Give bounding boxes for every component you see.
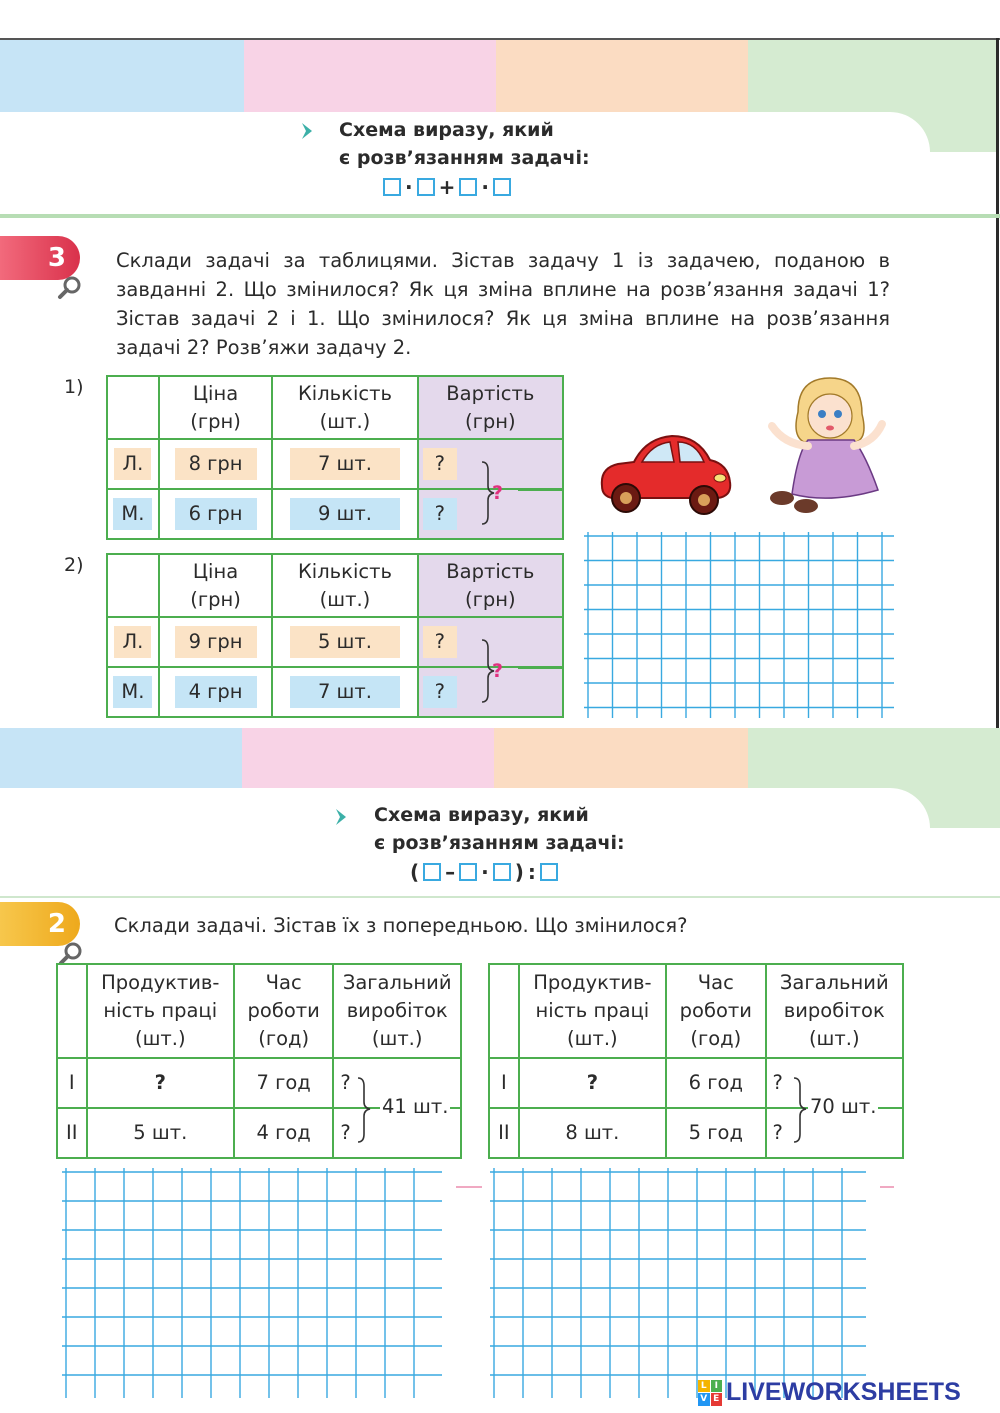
formula-operator: : (527, 860, 536, 884)
header-price (159, 554, 272, 617)
header-text: Вартість (446, 381, 535, 405)
formula-box[interactable] (383, 178, 401, 196)
table-label: 2) (64, 554, 84, 576)
header-text: (шт.) (371, 1027, 423, 1050)
liveworksheets-logo-icon (698, 1380, 722, 1406)
table-corner-cell (107, 554, 159, 617)
scheme-formula (383, 175, 511, 199)
header-text: Ціна (192, 559, 239, 583)
table-corner-cell (489, 964, 519, 1058)
row-label: Л. (114, 448, 151, 480)
scheme-title-line1: Схема виразу, який (339, 119, 554, 141)
row-label: I (489, 1058, 519, 1108)
section-divider (0, 896, 1000, 898)
row-label: М. (113, 676, 152, 708)
task-text: Склади задачі. Зістав їх з попередньою. Що змінилося? (114, 914, 688, 937)
quantity-value: 5 шт. (290, 626, 400, 658)
output-value: ? (766, 1108, 903, 1158)
output-value: ? (333, 1108, 461, 1158)
watermark (698, 1378, 961, 1407)
header-text: (шт.) (808, 1027, 860, 1050)
header-cost (418, 554, 563, 617)
row-label: М. (113, 498, 152, 530)
header-text: ність праці (535, 999, 650, 1022)
row-label-cell (107, 617, 159, 667)
formula-box[interactable] (493, 178, 511, 196)
color-stripe-pink (242, 728, 494, 788)
total-output: 70 шт. (810, 1095, 877, 1118)
row-label: I (57, 1058, 87, 1108)
color-stripe-peach (494, 728, 748, 788)
formula-operator: · (481, 175, 489, 199)
row-label: II (57, 1108, 87, 1158)
header-output (333, 964, 461, 1058)
formula-box[interactable] (459, 178, 477, 196)
pink-dash (880, 1186, 894, 1188)
header-text: (шт.) (319, 409, 371, 433)
header-text: ність праці (103, 999, 218, 1022)
task-number: 2 (47, 909, 66, 939)
header-time (234, 964, 333, 1058)
section-divider (0, 214, 1000, 218)
formula-operator: · (481, 860, 489, 884)
header-text: Кількість (297, 381, 392, 405)
header-text: роботи (679, 999, 752, 1022)
color-stripe-blue (0, 40, 244, 112)
quantity-value: 9 шт. (290, 498, 400, 530)
total-output: 41 шт. (382, 1095, 449, 1118)
logo-letter: E (711, 1393, 723, 1406)
chevron-right-icon (300, 122, 314, 140)
table-label: 1) (64, 376, 84, 398)
formula-box[interactable] (459, 863, 477, 881)
header-text: (шт.) (567, 1027, 618, 1050)
watermark-text: LIVEWORKSHEETS (726, 1378, 961, 1406)
quantity-cell (272, 667, 417, 717)
header-text: Ціна (192, 381, 239, 405)
total-question: ? (492, 660, 504, 682)
grid-paper[interactable] (490, 1168, 866, 1398)
task-number: 3 (47, 243, 66, 273)
header-quantity (272, 554, 417, 617)
brace-icon (478, 636, 564, 706)
formula-operator: + (438, 175, 456, 199)
formula-box[interactable] (417, 178, 435, 196)
scheme-formula (410, 860, 558, 884)
cost-value: ? (423, 626, 457, 658)
header-text: Загальний (779, 971, 889, 994)
header-price (159, 376, 272, 439)
price-cell (159, 617, 272, 667)
header-productivity (87, 964, 234, 1058)
time-value: 5 год (666, 1108, 765, 1158)
header-text: (грн) (465, 409, 516, 433)
productivity-value: ? (519, 1058, 666, 1108)
header-output (766, 964, 903, 1058)
header-text: виробіток (346, 999, 448, 1022)
table-corner-cell (107, 376, 159, 439)
row-label: Л. (114, 626, 151, 658)
scheme-title (339, 116, 590, 172)
magnifier-icon (57, 274, 83, 300)
formula-box[interactable] (493, 863, 511, 881)
total-question: ? (492, 482, 504, 504)
price-cell (159, 489, 272, 539)
formula-operator: ( (410, 860, 420, 884)
pink-dash (456, 1186, 482, 1188)
color-stripe-blue (0, 728, 242, 788)
header-text: Час (265, 971, 302, 994)
price-value: 4 грн (175, 676, 257, 708)
header-text: Продуктив- (533, 971, 652, 994)
header-text: Час (697, 971, 734, 994)
scheme-title (374, 801, 625, 857)
quantity-value: 7 шт. (290, 448, 400, 480)
row-label-cell (107, 489, 159, 539)
header-text: Загальний (342, 971, 452, 994)
toy-car-icon (594, 424, 734, 524)
scheme-title-line1: Схема виразу, який (374, 804, 589, 826)
price-value: 8 грн (175, 448, 257, 480)
header-text: Вартість (446, 559, 535, 583)
quantity-cell (272, 439, 417, 489)
output-value: ? (333, 1058, 461, 1108)
row-label: II (489, 1108, 519, 1158)
price-cell (159, 667, 272, 717)
header-text: роботи (247, 999, 320, 1022)
page-right-border (996, 38, 999, 728)
table-corner-cell (57, 964, 87, 1058)
time-value: 4 год (234, 1108, 333, 1158)
scheme-title-line2: є розв’язанням задачі: (339, 147, 590, 169)
price-cell (159, 439, 272, 489)
header-text: Кількість (297, 559, 392, 583)
cost-value: ? (423, 676, 457, 708)
cost-value: ? (423, 498, 457, 530)
chevron-right-icon (334, 808, 348, 826)
header-text: (шт.) (319, 587, 371, 611)
logo-letter: I (711, 1380, 723, 1393)
price-value: 6 грн (175, 498, 257, 530)
productivity-value: 5 шт. (87, 1108, 234, 1158)
header-text: (год) (690, 1027, 742, 1050)
header-cost (418, 376, 563, 439)
header-productivity (519, 964, 666, 1058)
quantity-value: 7 шт. (290, 676, 400, 708)
header-text: (грн) (190, 587, 241, 611)
header-text: виробіток (783, 999, 885, 1022)
grid-paper[interactable] (62, 1168, 442, 1398)
scheme-title-line2: є розв’язанням задачі: (374, 832, 625, 854)
color-stripe-peach (496, 40, 748, 112)
quantity-cell (272, 489, 417, 539)
formula-operator: – (445, 860, 456, 884)
productivity-value: 8 шт. (519, 1108, 666, 1158)
header-text: (год) (258, 1027, 310, 1050)
logo-letter: V (698, 1393, 710, 1406)
brace-icon (478, 458, 564, 528)
task-text: Склади задачі за таблицями. Зістав задачу 1 із задачею, поданою в завданні 2. Що змінилося? Як ця зміна вплине на розв’язання задачі 1? Зістав задачі 2 і 1. Що змінилося? Як ця зміна вплине на розв’язання задачі 2? Розв’яжи задачу 2. (116, 249, 890, 359)
grid-paper[interactable] (584, 532, 894, 718)
row-label-cell (107, 667, 159, 717)
time-value: 6 год (666, 1058, 765, 1108)
color-stripe-pink (244, 40, 496, 112)
header-text: (грн) (190, 409, 241, 433)
header-time (666, 964, 765, 1058)
formula-operator: ) (514, 860, 524, 884)
cost-value: ? (423, 448, 457, 480)
header-text: (шт.) (134, 1027, 186, 1050)
row-label-cell (107, 439, 159, 489)
output-value: ? (766, 1058, 903, 1108)
price-value: 9 грн (175, 626, 257, 658)
logo-letter: L (698, 1380, 710, 1393)
formula-box[interactable] (423, 863, 441, 881)
formula-box[interactable] (540, 863, 558, 881)
header-text: (грн) (465, 587, 516, 611)
header-text: Продуктив- (101, 971, 220, 994)
time-value: 7 год (234, 1058, 333, 1108)
productivity-value: ? (87, 1058, 234, 1108)
formula-operator: · (405, 175, 413, 199)
header-quantity (272, 376, 417, 439)
quantity-cell (272, 617, 417, 667)
doll-icon (758, 372, 892, 516)
